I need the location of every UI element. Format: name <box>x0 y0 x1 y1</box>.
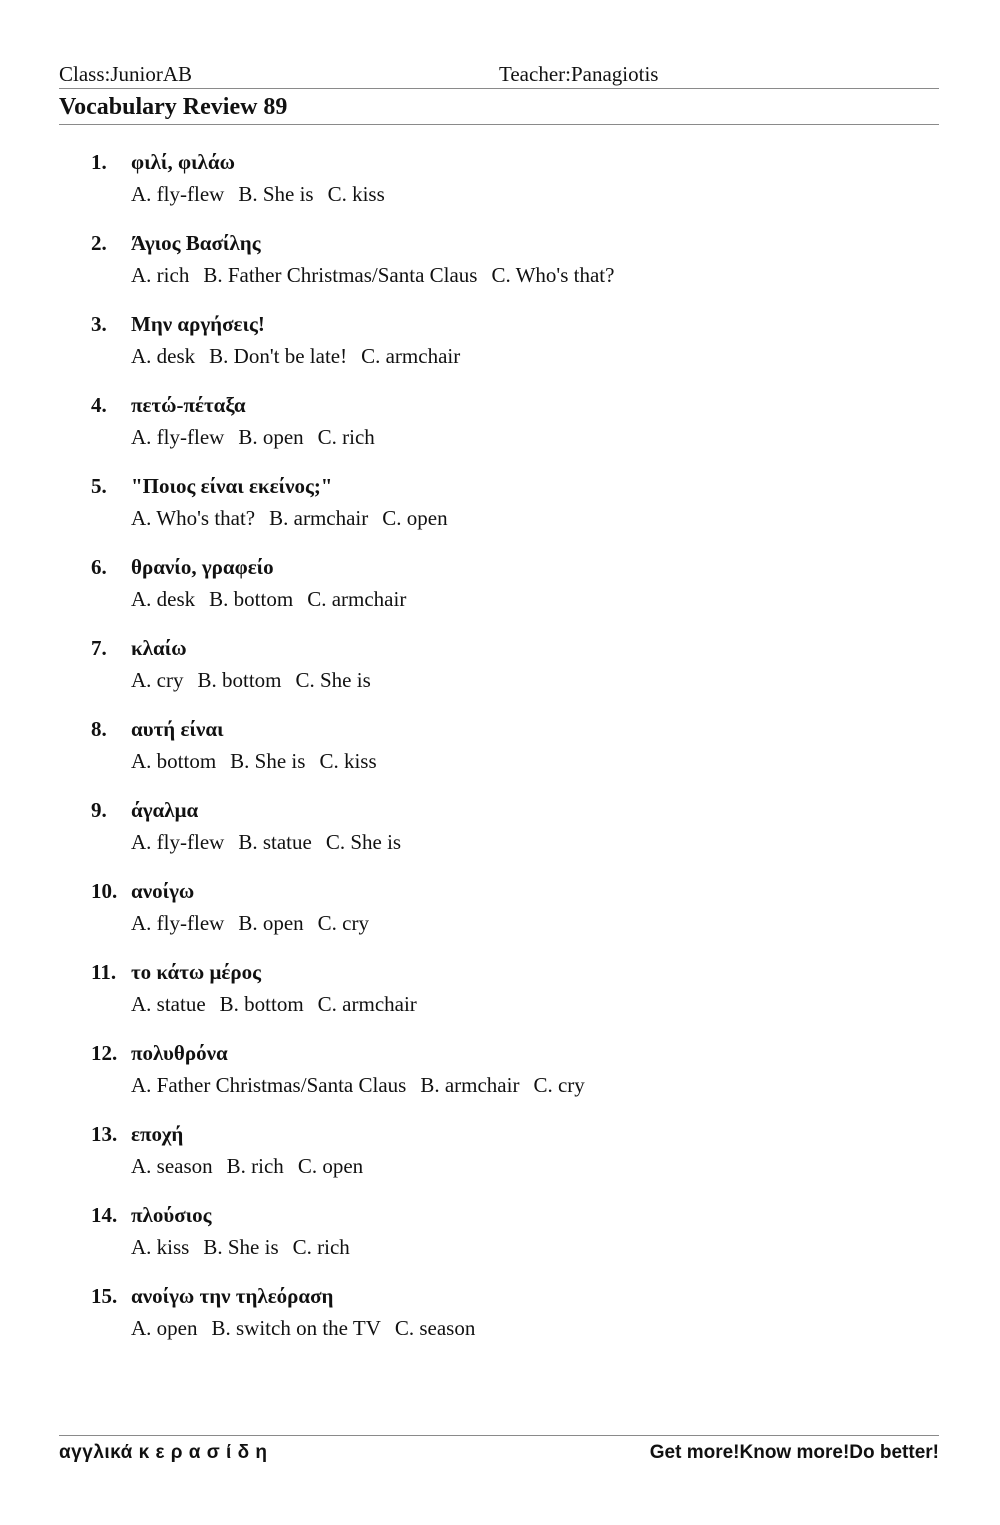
option-b[interactable]: B. Father Christmas/Santa Claus <box>203 263 478 287</box>
footer <box>59 1442 939 1466</box>
question-item <box>91 1041 931 1122</box>
option-a[interactable]: A. fly-flew <box>131 911 225 935</box>
option-a[interactable]: A. desk <box>131 344 196 368</box>
question-prompt: πλούσιος <box>131 1203 212 1227</box>
option-c[interactable]: C. open <box>382 506 448 530</box>
question-prompt: πολυθρόνα <box>131 1041 228 1065</box>
question-number: 15. <box>91 1284 118 1308</box>
question-item <box>91 474 931 555</box>
option-b[interactable]: B. open <box>238 425 304 449</box>
option-c[interactable]: C. Who's that? <box>491 263 615 287</box>
option-b[interactable]: B. She is <box>203 1235 279 1259</box>
option-c[interactable]: C. kiss <box>327 182 385 206</box>
question-number: 13. <box>91 1122 118 1146</box>
answer-options <box>131 911 383 936</box>
question-item <box>91 879 931 960</box>
header-row <box>59 62 939 88</box>
option-b[interactable]: B. armchair <box>420 1073 520 1097</box>
question-number: 10. <box>91 879 118 903</box>
option-c[interactable]: C. armchair <box>307 587 407 611</box>
footer-slogan: Get more!Know more!Do better! <box>649 1442 939 1463</box>
question-item <box>91 393 931 474</box>
question-number: 9. <box>91 798 107 822</box>
option-b[interactable]: B. statue <box>238 830 312 854</box>
answer-options <box>131 344 474 369</box>
option-b[interactable]: B. rich <box>226 1154 284 1178</box>
option-c[interactable]: C. kiss <box>319 749 377 773</box>
option-b[interactable]: B. She is <box>230 749 306 773</box>
answer-options <box>131 749 391 774</box>
question-item <box>91 1203 931 1284</box>
option-c[interactable]: C. rich <box>317 425 375 449</box>
question-prompt: εποχή <box>131 1122 184 1146</box>
question-item <box>91 312 931 393</box>
option-b[interactable]: B. bottom <box>219 992 304 1016</box>
option-c[interactable]: C. cry <box>533 1073 585 1097</box>
option-c[interactable]: C. armchair <box>317 992 417 1016</box>
option-b[interactable]: B. She is <box>238 182 314 206</box>
question-prompt: φιλί, φιλάω <box>131 150 235 174</box>
option-b[interactable]: B. open <box>238 911 304 935</box>
question-prompt: το κάτω μέρος <box>131 960 261 984</box>
question-item <box>91 1122 931 1203</box>
question-number: 5. <box>91 474 107 498</box>
question-list <box>91 150 931 1365</box>
question-item <box>91 231 931 312</box>
question-item <box>91 798 931 879</box>
question-number: 2. <box>91 231 107 255</box>
option-a[interactable]: A. desk <box>131 587 196 611</box>
question-number: 12. <box>91 1041 118 1065</box>
question-prompt: "Ποιος είναι εκείνος;" <box>131 474 333 498</box>
page-title: Vocabulary Review 89 <box>59 94 288 120</box>
option-a[interactable]: A. fly-flew <box>131 425 225 449</box>
answer-options <box>131 1154 377 1179</box>
option-c[interactable]: C. season <box>394 1316 476 1340</box>
question-number: 7. <box>91 636 107 660</box>
class-label: Class:JuniorAB <box>59 62 193 86</box>
footer-brand: αγγλικά κ ε ρ α σ ί δ η <box>59 1442 268 1463</box>
option-b[interactable]: B. switch on the TV <box>211 1316 381 1340</box>
answer-options <box>131 587 420 612</box>
question-item <box>91 960 931 1041</box>
question-number: 1. <box>91 150 107 174</box>
answer-options <box>131 992 431 1017</box>
question-prompt: κλαίω <box>131 636 187 660</box>
question-prompt: αυτή είναι <box>131 717 224 741</box>
header-divider <box>59 88 939 89</box>
answer-options <box>131 1235 364 1260</box>
question-prompt: ανοίγω <box>131 879 195 903</box>
answer-options <box>131 668 385 693</box>
option-a[interactable]: A. bottom <box>131 749 217 773</box>
title-divider <box>59 124 939 125</box>
teacher-label: Teacher:Panagiotis <box>499 62 659 86</box>
footer-divider <box>59 1435 939 1436</box>
question-item <box>91 555 931 636</box>
option-a[interactable]: A. statue <box>131 992 206 1016</box>
option-c[interactable]: C. rich <box>292 1235 350 1259</box>
answer-options <box>131 1316 489 1341</box>
option-a[interactable]: A. fly-flew <box>131 830 225 854</box>
option-a[interactable]: A. rich <box>131 263 190 287</box>
option-c[interactable]: C. open <box>297 1154 364 1178</box>
answer-options <box>131 1073 599 1098</box>
option-b[interactable]: B. Don't be late! <box>209 344 348 368</box>
answer-options <box>131 263 628 288</box>
option-a[interactable]: A. open <box>131 1316 198 1340</box>
option-c[interactable]: C. She is <box>295 668 371 692</box>
option-a[interactable]: A. kiss <box>131 1235 190 1259</box>
answer-options <box>131 830 415 855</box>
question-prompt: Μην αργήσεις! <box>131 312 265 336</box>
option-a[interactable]: A. fly-flew <box>131 182 225 206</box>
option-c[interactable]: C. cry <box>317 911 369 935</box>
option-c[interactable]: C. armchair <box>361 344 461 368</box>
option-c[interactable]: C. She is <box>325 830 402 854</box>
answer-options <box>131 425 389 450</box>
option-b[interactable]: B. armchair <box>269 506 369 530</box>
answer-options <box>131 182 399 207</box>
option-b[interactable]: B. bottom <box>197 668 282 692</box>
question-prompt: Άγιος Βασίλης <box>131 231 261 255</box>
question-number: 6. <box>91 555 107 579</box>
question-prompt: θρανίο, γραφείο <box>131 555 274 579</box>
option-a[interactable]: A. Father Christmas/Santa Claus <box>131 1073 407 1097</box>
question-number: 4. <box>91 393 107 417</box>
option-a[interactable]: A. Who's that? <box>131 506 256 530</box>
question-number: 8. <box>91 717 107 741</box>
option-a[interactable]: A. season <box>131 1154 213 1178</box>
question-item <box>91 636 931 717</box>
question-item <box>91 1284 931 1365</box>
question-prompt: ανοίγω την τηλεόραση <box>131 1284 334 1308</box>
question-item <box>91 150 931 231</box>
question-number: 11. <box>91 960 117 984</box>
question-prompt: άγαλμα <box>131 798 199 822</box>
option-a[interactable]: A. cry <box>131 668 184 692</box>
question-prompt: πετώ-πέταξα <box>131 393 246 417</box>
option-b[interactable]: B. bottom <box>209 587 294 611</box>
question-number: 3. <box>91 312 107 336</box>
question-number: 14. <box>91 1203 118 1227</box>
question-item <box>91 717 931 798</box>
answer-options <box>131 506 462 531</box>
